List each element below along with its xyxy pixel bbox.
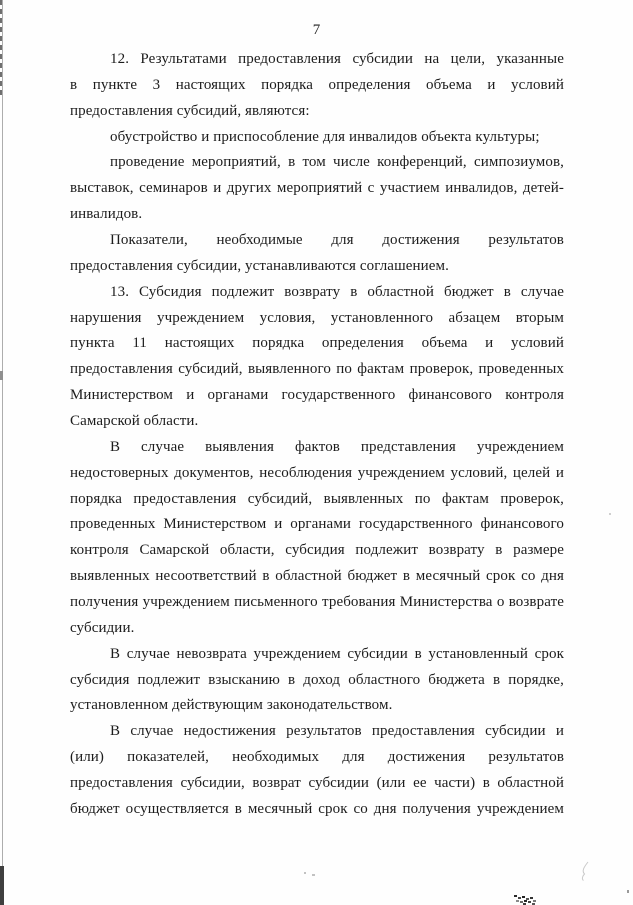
paragraph xyxy=(70,435,564,642)
text-line: В случае недостижения результатов предоставления субсидии и xyxy=(110,723,564,740)
text-line: В случае выявления фактов представления учреждением xyxy=(110,438,564,455)
text-line: установленном действующим законодательством. xyxy=(70,697,393,714)
text-line: недостоверных документов, несоблюдения учреждением условий, целей и xyxy=(70,464,564,481)
text-line: нарушения учреждением условия, установленного абзацем вторым xyxy=(70,309,564,326)
text-line: инвалидов. xyxy=(70,206,143,223)
text-line: обустройство и приспособление для инвалидов объекта культуры; xyxy=(110,128,540,145)
text-line: выявленных несоответствий в областной бюджет в месячный срок со дня xyxy=(70,568,564,585)
text-line: бюджет осуществляется в месячный срок со дня получения учреждением xyxy=(70,800,564,817)
text-line: предоставления субсидии, устанавливаются соглашением. xyxy=(70,257,449,274)
document-text xyxy=(70,47,564,823)
text-line: Министерством и органами государственного финансового контроля xyxy=(70,387,564,404)
text-line: предоставления субсидий, являются: xyxy=(70,102,310,119)
paragraph xyxy=(70,150,564,228)
text-line: 13. Субсидия подлежит возврату в областной бюджет в случае xyxy=(110,283,564,300)
text-line: субсидии. xyxy=(70,619,135,636)
text-line: 12. Результатами предоставления субсидии на цели, указанные xyxy=(110,51,564,67)
scan-edge-mark-artifact xyxy=(0,371,3,380)
scan-edge-bottom-artifact xyxy=(0,866,4,905)
text-line: проведенных Министерством и органами государственного финансового xyxy=(70,516,564,533)
paragraph xyxy=(70,642,564,720)
text-line: выставок, семинаров и других мероприятий с участием инвалидов, детей- xyxy=(70,180,564,197)
paragraph xyxy=(70,719,564,822)
speck-artifact xyxy=(627,890,629,893)
text-line: пункта 11 настоящих порядка определения объема и условий xyxy=(70,335,564,352)
pen-scribble-artifact xyxy=(575,861,593,888)
scan-edge-line-artifact xyxy=(2,0,3,905)
scan-edge-dashes-artifact xyxy=(0,0,2,96)
text-line: проведение мероприятий, в том числе конференций, симпозиумов, xyxy=(110,154,564,171)
text-line: В случае невозврата учреждением субсидии в установленный срок xyxy=(110,645,564,662)
text-line: (или) показателей, необходимых для достижения результатов xyxy=(70,749,564,766)
text-line: Самарской области. xyxy=(70,413,199,430)
text-line: предоставления субсидии, возврат субсидии (или ее части) в областной xyxy=(70,775,564,792)
text-line: предоставления субсидий, выявленного по фактам проверок, проведенных xyxy=(70,361,564,378)
paragraph xyxy=(70,228,564,280)
text-line: субсидия подлежит взысканию в доход областного бюджета в порядке, xyxy=(70,671,564,688)
speck-artifact xyxy=(312,874,315,876)
paragraph xyxy=(70,47,564,125)
paragraph xyxy=(70,125,564,151)
text-line: получения учреждением письменного требования Министерства о возврате xyxy=(70,594,564,611)
text-line: порядка предоставления субсидий, выявленных по фактам проверок, xyxy=(70,490,564,507)
speck-artifact xyxy=(304,872,306,874)
ink-smudge-artifact xyxy=(514,895,517,897)
page-number: 7 xyxy=(312,22,321,38)
text-line: контроля Самарской области, субсидия подлежит возврату в размере xyxy=(70,542,564,559)
text-line: Показатели, необходимые для достижения результатов xyxy=(110,232,564,249)
speck-artifact xyxy=(609,513,611,515)
paragraph xyxy=(70,280,564,435)
text-line: в пункте 3 настоящих порядка определения объема и условий xyxy=(70,76,564,93)
